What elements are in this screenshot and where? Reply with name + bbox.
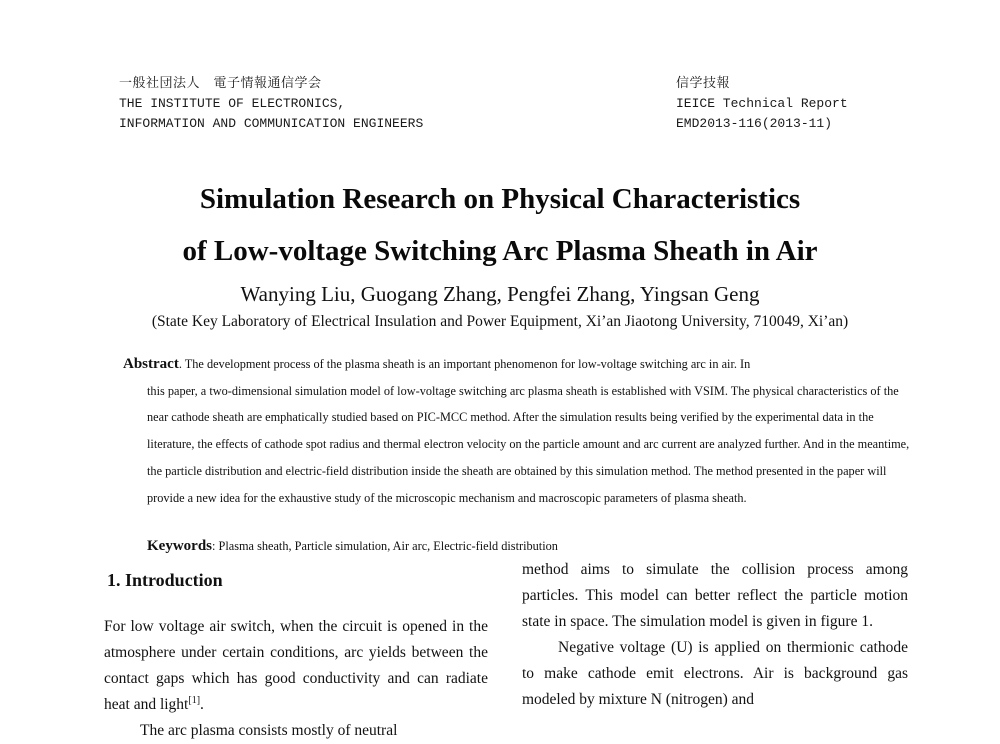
right-column <box>522 557 908 713</box>
abstract <box>123 351 913 511</box>
abstract-body: this paper, a two-dimensional simulation model of low-voltage switching arc plasma sheath is established with VSIM. The physical characteristics of the near cathode sheath are emphatically studied based on PIC-MCC method. After the simulation results being verified by the experimental data in the literature, the effects of cathode spot radius and thermal electron velocity on the particle amount and arc current are analyzed further. And in the meantime, the particle distribution and electric-field distribution inside the sheath are obtained by this simulation method. The method presented in the paper will provide a new idea for the exhaustive study of the microscopic mechanism and macroscopic parameters of plasma sheath. <box>147 383 910 505</box>
intro-paragraph-1-end: . <box>200 696 204 713</box>
society-japanese-name: 一般社団法人 電子情報通信学会 <box>119 76 322 91</box>
intro-paragraph-1 <box>104 614 488 718</box>
reference-1: [1] <box>188 694 201 706</box>
section-heading-introduction: 1. Introduction <box>107 570 223 590</box>
society-name-line1: THE INSTITUTE OF ELECTRONICS, <box>119 96 346 111</box>
abstract-label: Abstract <box>123 356 179 372</box>
abstract-first-text: . The development process of the plasma sheath is an important phenomenon for low-voltage switching arc in air. In <box>178 357 751 371</box>
report-name: IEICE Technical Report <box>676 96 848 111</box>
keywords <box>147 535 558 557</box>
keywords-label: Keywords <box>147 538 212 554</box>
paper-affiliation: (State Key Laboratory of Electrical Insulation and Power Equipment, Xi’an Jiaotong University, 710049, Xi’an) <box>151 313 849 330</box>
left-column <box>104 614 488 744</box>
intro-paragraph-2: The arc plasma consists mostly of neutral <box>140 722 398 739</box>
society-name-line2: INFORMATION AND COMMUNICATION ENGINEERS <box>119 116 424 131</box>
right-paragraph-1: method aims to simulate the collision process among particles. This model can better reflect the particle motion state in space. The simulation model is given in figure 1. <box>522 561 908 630</box>
paper-authors: Wanying Liu, Guogang Zhang, Pengfei Zhang, Yingsan Geng <box>240 282 760 306</box>
paper-title-line1: Simulation Research on Physical Characteristics <box>199 183 801 215</box>
header-left <box>119 74 423 134</box>
paper-title-line2: of Low-voltage Switching Arc Plasma Sheath in Air <box>182 235 818 267</box>
report-number: EMD2013-116(2013-11) <box>676 116 833 131</box>
keywords-text: : Plasma sheath, Particle simulation, Air arc, Electric-field distribution <box>212 539 558 553</box>
right-paragraph-2: Negative voltage (U) is applied on thermionic cathode to make cathode emit electrons. Air is background gas modeled by mixture N (nitrogen) and <box>522 639 908 708</box>
intro-paragraph-1-text: For low voltage air switch, when the circuit is opened in the atmosphere under certain conditions, arc yields between the contact gaps which has good conductivity and can radiate heat and light <box>104 618 488 713</box>
abstract-first-line <box>123 351 913 378</box>
header-right <box>676 74 848 134</box>
report-japanese-name: 信学技報 <box>676 76 731 91</box>
